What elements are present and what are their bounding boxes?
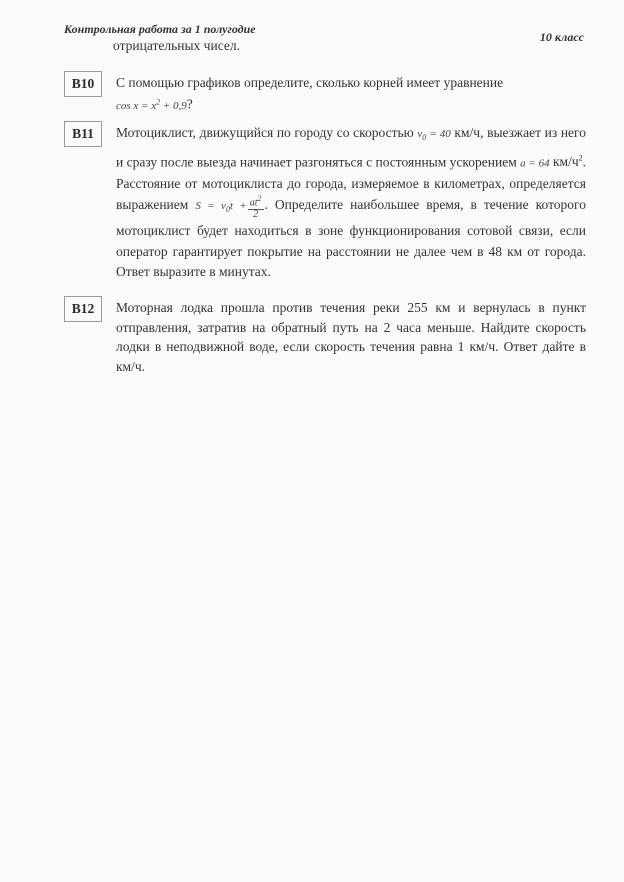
task-number: B11	[64, 121, 102, 147]
header-grade: 10 класс	[539, 30, 584, 44]
distance-formula: $S = v_0t$ + $\frac{at^2}{2}$	[195, 194, 262, 220]
task-text	[116, 73, 586, 116]
task-number: B10	[64, 71, 102, 97]
task-text-part2: км/ч, выезжает из него и сразу после выезда начинает разгоняться с постоянным ускорением	[116, 125, 587, 170]
task-text: Моторная лодка прошла против течения реки 255 км и вернулась в пункт отправления, затратив на обратный путь на 2 часа меньше. Найдите скорость лодки в неподвижной воде, если скорость течения равна 1 км/ч. Ответ дайте в км/ч.	[116, 300, 586, 374]
task-text-part3: . Расстояние от мотоциклиста до города, измеряемое в километрах, определяется выражением	[116, 154, 587, 213]
question-mark: ?	[186, 96, 193, 112]
header-title: Контрольная работа за 1 полугодие	[64, 22, 256, 36]
equation: $\cos x = x^2 + 0,9$	[116, 97, 187, 112]
task-text	[116, 123, 586, 283]
task-text-part4: . Определите наибольшее время, в течение которого мотоциклист будет находиться в зоне функционирования сотовой связи, если оператор гарантирует покрытие на расстоянии не далее чем в 48 км от города. Ответ выразите в минутах.	[116, 197, 587, 280]
task-statement: С помощью графиков определите, сколько корней имеет уравнение	[116, 75, 504, 90]
previous-page-continuation: отрицательных чисел.	[113, 38, 240, 53]
task-text-part1: Мотоциклист, движущийся по городу со скоростью	[116, 125, 414, 140]
task-number: B12	[64, 296, 102, 322]
task-b12	[64, 296, 592, 386]
fraction: $\frac{at^2}{2}$	[249, 194, 262, 220]
task-b11	[64, 121, 592, 291]
speed-formula: $v_0 = 40$	[417, 128, 451, 143]
acceleration-formula: a = 64	[520, 157, 550, 170]
task-b10	[64, 71, 592, 117]
acceleration-unit: $км/ч^2$	[552, 153, 583, 170]
